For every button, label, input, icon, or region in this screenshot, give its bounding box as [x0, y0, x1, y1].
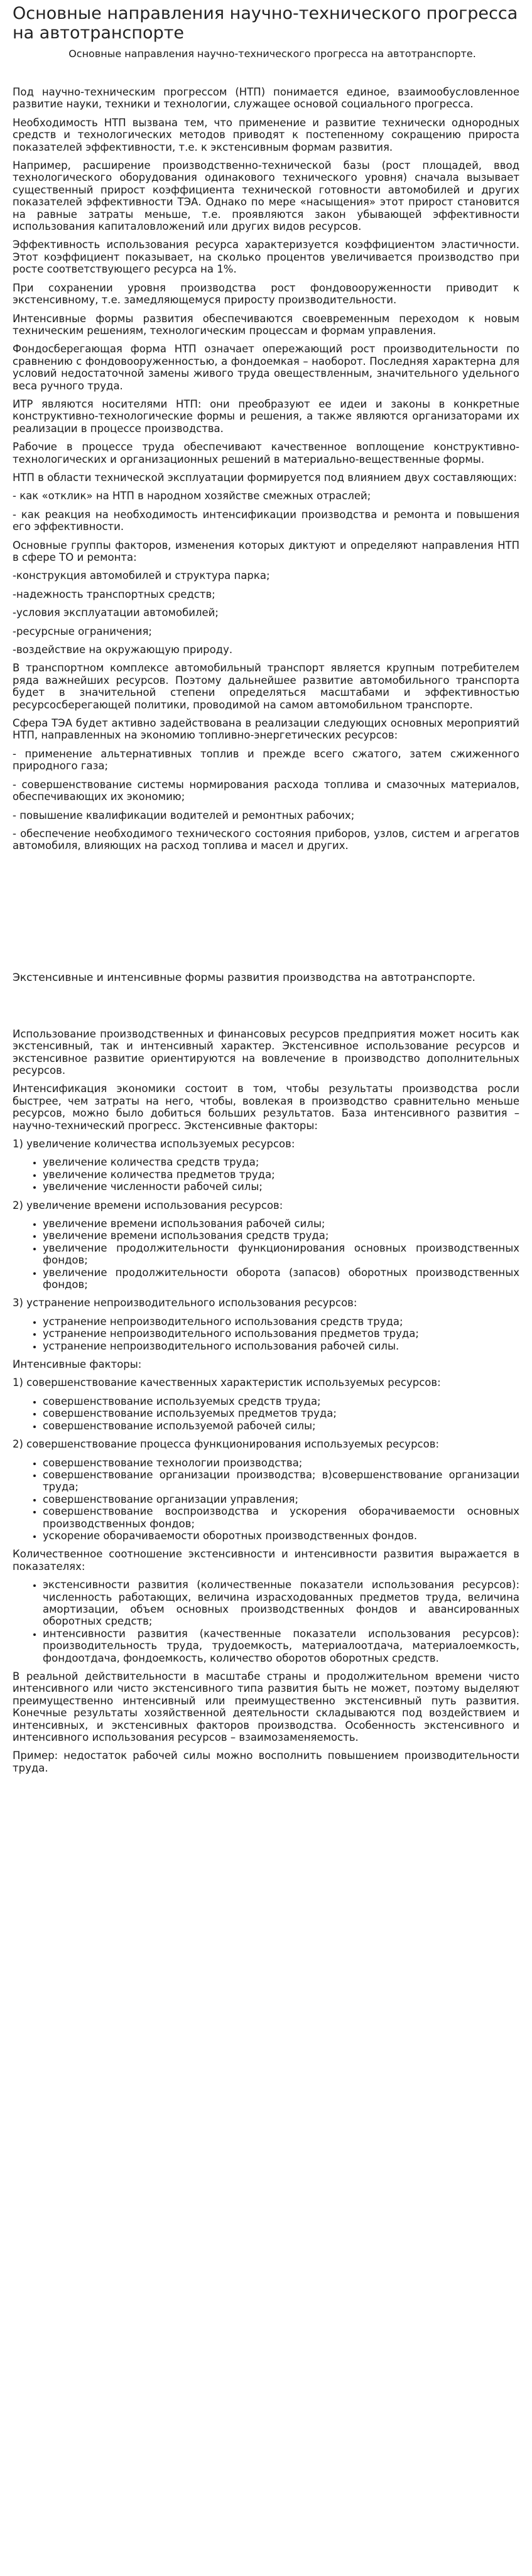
list-item: • устранение непроизводительного использования рабочей силы. [43, 1340, 519, 1352]
list-item: • устранение непроизводительного использования средств труда; [43, 1316, 519, 1328]
list-item: • увеличение численности рабочей силы; [43, 1181, 519, 1193]
bullet-list [13, 1316, 519, 1352]
paragraph: - как «отклик» на НТП в народном хозяйстве смежных отраслей; [13, 490, 371, 502]
bullet-list [13, 1218, 519, 1291]
list-heading: Количественное соотношение экстенсивности и интенсивности развития выражается в показателях: [13, 1548, 519, 1572]
article [0, 4, 532, 1805]
list-item: • совершенствование используемых средств труда; [43, 1395, 519, 1407]
paragraph: -конструкция автомобилей и структура парка; [13, 570, 270, 582]
paragraph: -надежность транспортных средств; [13, 588, 215, 600]
paragraph: Эффективность использования ресурса характеризуется коэффициентом эластичности. Этот коэффициент показывает, на сколько процентов увеличивается производство при росте соответствующего ресурса на 1%. [13, 239, 519, 276]
bullet-list [13, 1457, 519, 1542]
list-item: • увеличение продолжительности функционирования основных производственных фондов; [43, 1242, 519, 1267]
page-subtitle: Основные направления научно-технического прогресса на автотранспорте. [68, 48, 476, 60]
section-title: Экстенсивные и интенсивные формы развития производства на автотранспорте. [13, 971, 475, 984]
list-item: • ускорение оборачиваемости оборотных производственных фондов. [43, 1530, 519, 1542]
paragraph: ИТР являются носителями НТП: они преобразуют ее идеи и законы в конкретные конструктивно-технологические формы и решения, а также являются организаторами их реализации в процессе производства. [13, 398, 519, 435]
list-item: • увеличение продолжительности оборота (запасов) оборотных производственных фондов; [43, 1267, 519, 1291]
paragraph: Использование производственных и финансовых ресурсов предприятия может носить как экстенсивный, так и интенсивный характер. Экстенсивное использование ресурсов и экстенсивное развитие ориентируются на вовлечение в производство дополнительных ресурсов. [13, 1027, 519, 1076]
bullet-list [13, 1395, 519, 1432]
list-heading: 1) увеличение количества используемых ресурсов: [13, 1137, 295, 1150]
paragraph: - повышение квалификации водителей и ремонтных рабочих; [13, 809, 355, 821]
paragraph: -условия эксплуатации автомобилей; [13, 607, 219, 619]
paragraph: Интенсивные формы развития обеспечиваются своевременным переходом к новым техническим решениям, технологическим процессам и формам управления. [13, 312, 519, 337]
paragraph: Основные группы факторов, изменения которых диктуют и определяют направления НТП в сфере ТО и ремонта: [13, 539, 519, 563]
list-heading: 2) совершенствование процесса функционирования используемых ресурсов: [13, 1438, 439, 1451]
spacer [13, 858, 519, 971]
paragraph: Фондосберегающая форма НТП означает опережающий рост производительности по сравнению с фондовооруженностью, а фондоемкая – наоборот. Последняя характерна для условий недостаточной замены живого труда овеществленным, значительного удельного веса ручного труда. [13, 343, 519, 392]
paragraph: В реальной действительности в масштабе страны и продолжительном времени чисто интенсивного или чисто экстенсивного типа развития быть не может, поэтому выделяют преимущественно интенсивный или преимущественно экстенсивный путь развития. Конечные результаты хозяйственной деятельности складываются под воздействием и интенсивных, и экстенсивных факторов производства. Особенность экстенсивного и интенсивного использования ресурсов – взаимозаменяемость. [13, 1670, 519, 1744]
paragraph: Пример: недостаток рабочей силы можно восполнить повышением производительности труда. [13, 1750, 519, 1774]
section-forms [13, 1028, 519, 1775]
spacer [13, 1780, 519, 1805]
paragraph: Например, расширение производственно-технической базы (рост площадей, ввод технологического оборудования одинакового технического уровня) сначала вызывает существенный прирост коэффициента технической готовности автомобилей и других показателей эффективности ТЭА. Однако по мере «насыщения» этот прирост становится на равные затраты меньше, т.е. проявляются закон убывающей эффективности использования капиталовложений или других видов ресурсов. [13, 160, 519, 233]
bullet-list [13, 1579, 519, 1664]
list-heading: 3) устранение непроизводительного использования ресурсов: [13, 1297, 357, 1309]
paragraph: - совершенствование системы нормирования расхода топлива и смазочных материалов, обеспечивающих их экономию; [13, 778, 519, 803]
list-heading: Интенсивные факторы: [13, 1358, 142, 1371]
list-item: • увеличение количества предметов труда; [43, 1169, 519, 1181]
list-item: • увеличение времени использования средств труда; [43, 1230, 519, 1242]
paragraph: - обеспечение необходимого технического состояния приборов, узлов, систем и агрегатов автомобиля, влияющих на расход топлива и масел и других. [13, 827, 519, 852]
section-ntp [13, 86, 519, 852]
list-item: • совершенствование воспроизводства и ускорения оборачиваемости основных производственных фондов; [43, 1505, 519, 1530]
list-item: • устранение непроизводительного использования предметов труда; [43, 1328, 519, 1339]
list-item: • увеличение времени использования рабочей силы; [43, 1218, 519, 1230]
page-title: Основные направления научно-технического прогресса на автотранспорте [13, 4, 518, 43]
list-item: • увеличение количества средств труда; [43, 1156, 519, 1168]
list-item: • экстенсивности развития (количественные показатели использования ресурсов): численность работающих, величина израсходованных предметов труда, величина амортизации, объем основных производственных фондов и авансированных оборотных средств; [43, 1579, 519, 1628]
paragraph: - применение альтернативных топлив и прежде всего сжатого, затем сжиженного природного газа; [13, 747, 519, 772]
paragraph: Сфера ТЭА будет активно задействована в реализации следующих основных мероприятий НТП, направленных на экономию топливно-энергетических ресурсов: [13, 717, 519, 742]
list-item: • совершенствование используемых предметов труда; [43, 1407, 519, 1419]
paragraph: Необходимость НТП вызвана тем, что применение и развитие технически однородных средств и технологических методов приводят к постепенному сокращению прироста показателей эффективности, т.е. к экстенсивным формам развития. [13, 116, 519, 153]
paragraph: -ресурсные ограничения; [13, 625, 152, 637]
bullet-list [13, 1156, 519, 1193]
list-heading: 1) совершенствование качественных характеристик используемых ресурсов: [13, 1377, 441, 1389]
paragraph: - как реакция на необходимость интенсификации производства и ремонта и повышения его эффективности. [13, 508, 519, 533]
paragraph: Под научно-техническим прогрессом (НТП) понимается единое, взаимообусловленное развитие науки, техники и технологии, служащее основой социального прогресса. [13, 86, 519, 111]
paragraph: В транспортном комплексе автомобильный транспорт является крупным потребителем ряда важнейших ресурсов. Поэтому дальнейшее развитие автомобильного транспорта будет в значительной степени определяться масштабами и эффективностью ресурсосберегающей политики, проводимой на самом автомобильном транспорте. [13, 662, 519, 711]
paragraph: -воздействие на окружающую природу. [13, 644, 233, 656]
paragraph: Интенсификация экономики состоит в том, чтобы результаты производства росли быстрее, чем затраты на него, чтобы, вовлекая в производство сравнительно меньше ресурсов, можно было добиться больших результатов. База интенсивного развития – научно-технический прогресс. Экстенсивные факторы: [13, 1083, 519, 1132]
list-item: • интенсивности развития (качественные показатели использования ресурсов): производительность труда, трудоемкость, материалоотдача, материалоемкость, фондоотдача, фондоемкость, количество оборотов оборотных средств. [43, 1628, 519, 1664]
paragraph: НТП в области технической эксплуатации формируется под влиянием двух составляющих: [13, 471, 518, 484]
paragraph: Рабочие в процессе труда обеспечивают качественное воплощение конструктивно-технологических и организационных решений в материально-вещественные формы. [13, 441, 519, 465]
list-item: • совершенствование организации управления; [43, 1493, 519, 1505]
list-item: • совершенствование организации производства; в)совершенствование организации труда; [43, 1469, 519, 1493]
paragraph: При сохранении уровня производства рост фондовооруженности приводит к экстенсивному, т.е. замедляющемуся приросту производительности. [13, 281, 519, 306]
list-item: • совершенствование технологии производства; [43, 1457, 519, 1469]
list-item: • совершенствование используемой рабочей силы; [43, 1420, 519, 1432]
list-heading: 2) увеличение времени использования ресурсов: [13, 1199, 283, 1211]
